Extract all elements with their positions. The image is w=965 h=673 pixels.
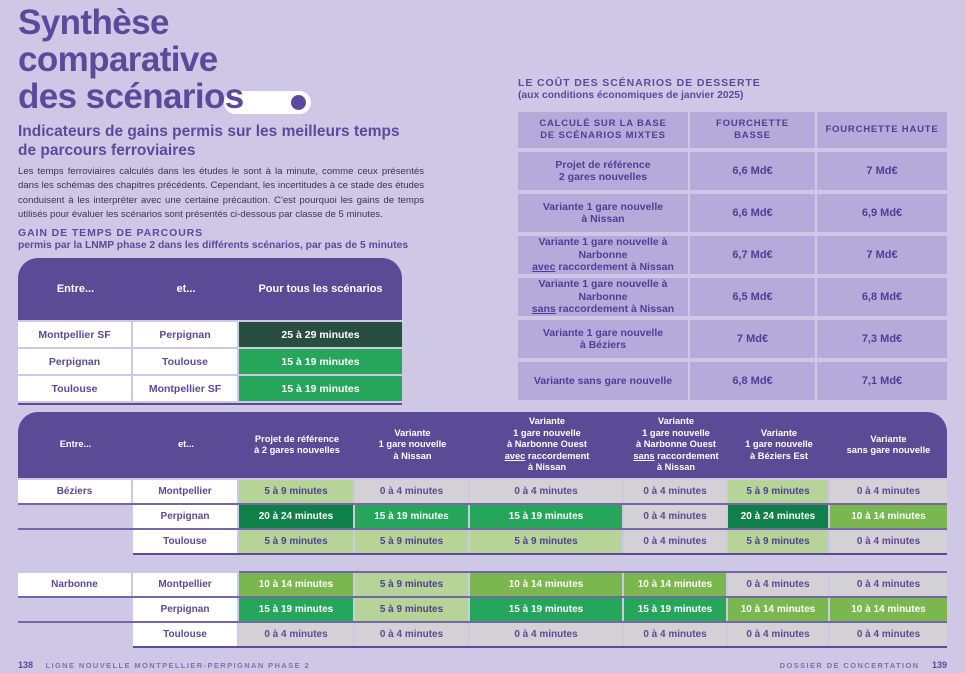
matrix-block-beziers <box>18 480 947 555</box>
page-title-line2: comparative <box>18 40 218 79</box>
cost-table-label <box>518 77 761 101</box>
value-cell: 20 à 24 minutes <box>728 505 828 528</box>
table-row <box>18 376 402 401</box>
to-cell: Toulouse <box>133 349 237 374</box>
header-cell-high: FOURCHETTE HAUTE <box>817 112 947 148</box>
high-cost-cell: 7 Md€ <box>817 236 947 274</box>
column-header-nissan: Variante 1 gare nouvelle à Nissan <box>378 427 447 461</box>
value-cell: 15 à 19 minutes <box>239 349 402 374</box>
cost-table-label-line2: (aux conditions économiques de janvier 2025) <box>518 90 744 101</box>
column-header-sans-gare: Variante sans gare nouvelle <box>846 433 931 455</box>
destination-cell: Montpellier <box>133 480 237 503</box>
value-cell: 5 à 9 minutes <box>470 530 622 553</box>
column-header-reference: Projet de référence à 2 gares nouvelles <box>254 433 340 455</box>
origin-cell-empty <box>18 623 131 646</box>
value-cell: 15 à 19 minutes <box>355 505 468 528</box>
intro-heading-line2: de parcours ferroviaires <box>18 142 196 159</box>
page-number-left: 138 <box>18 660 34 670</box>
origin-cell-empty <box>18 598 131 621</box>
table-row <box>18 322 402 347</box>
high-cost-cell: 7,3 Md€ <box>817 320 947 358</box>
value-cell: 0 à 4 minutes <box>830 530 947 553</box>
header-cell-all-scenarios: Pour tous les scénarios <box>258 283 383 295</box>
gain-table-header <box>18 258 402 320</box>
value-cell: 10 à 14 minutes <box>470 573 622 596</box>
value-cell: 5 à 9 minutes <box>728 480 828 503</box>
value-cell: 10 à 14 minutes <box>728 598 828 621</box>
scenario-label-cell: Variante 1 gare nouvelle à Nissan <box>518 194 688 232</box>
value-cell: 15 à 19 minutes <box>470 505 622 528</box>
page-title-line3: des scénarios <box>18 77 244 116</box>
value-cell: 0 à 4 minutes <box>470 623 622 646</box>
to-cell: Perpignan <box>133 322 237 347</box>
scenario-label-cell: Variante 1 gare nouvelle à Narbonne sans raccordement à Nissan <box>518 278 688 316</box>
value-cell: 0 à 4 minutes <box>830 623 947 646</box>
high-cost-cell: 7 Md€ <box>817 152 947 190</box>
table-bottom-rule <box>18 403 402 405</box>
value-cell: 0 à 4 minutes <box>728 573 828 596</box>
from-cell: Perpignan <box>18 349 131 374</box>
origin-cell-empty <box>18 530 131 553</box>
table-row <box>18 530 947 553</box>
value-cell: 0 à 4 minutes <box>624 530 726 553</box>
destination-cell: Perpignan <box>133 598 237 621</box>
scenario-matrix-table <box>18 412 947 648</box>
destination-cell: Montpellier <box>133 573 237 596</box>
value-cell: 15 à 19 minutes <box>624 598 726 621</box>
high-cost-cell: 6,8 Md€ <box>817 278 947 316</box>
page-title <box>18 4 244 115</box>
table-row <box>18 505 947 528</box>
low-cost-cell: 6,6 Md€ <box>690 194 815 232</box>
column-header-narbonne-avec: Variante 1 gare nouvelle à Narbonne Ouest avec raccordement à Nissan <box>504 416 590 473</box>
header-cell-entre: Entre... <box>56 283 95 295</box>
low-cost-cell: 6,6 Md€ <box>690 152 815 190</box>
from-cell: Toulouse <box>18 376 131 401</box>
low-cost-cell: 6,7 Md€ <box>690 236 815 274</box>
block-bottom-rule <box>133 553 947 555</box>
value-cell: 25 à 29 minutes <box>239 322 402 347</box>
header-cell-low: FOURCHETTE BASSE <box>690 112 815 148</box>
value-cell: 0 à 4 minutes <box>830 573 947 596</box>
value-cell: 10 à 14 minutes <box>830 505 947 528</box>
column-header-narbonne-sans: Variante 1 gare nouvelle à Narbonne Ouest sans raccordement à Nissan <box>633 416 719 473</box>
scenario-label-cell: Variante sans gare nouvelle <box>518 362 688 400</box>
origin-cell: Narbonne <box>18 573 131 596</box>
value-cell: 5 à 9 minutes <box>239 530 353 553</box>
low-cost-cell: 7 Md€ <box>690 320 815 358</box>
value-cell: 15 à 19 minutes <box>239 376 402 401</box>
scenario-label-cell: Variante 1 gare nouvelle à Béziers <box>518 320 688 358</box>
value-cell: 5 à 9 minutes <box>355 598 468 621</box>
value-cell: 5 à 9 minutes <box>728 530 828 553</box>
scenario-label-cell: Projet de référence 2 gares nouvelles <box>518 152 688 190</box>
value-cell: 0 à 4 minutes <box>728 623 828 646</box>
value-cell: 10 à 14 minutes <box>624 573 726 596</box>
cost-table-label-line1: LE COÛT DES SCÉNARIOS DE DESSERTE <box>518 77 761 89</box>
column-header-beziers-est: Variante 1 gare nouvelle à Béziers Est <box>745 427 813 461</box>
page-number-right: 139 <box>931 660 947 670</box>
high-cost-cell: 6,9 Md€ <box>817 194 947 232</box>
header-base-line2: DE SCÉNARIOS MIXTES <box>540 130 666 141</box>
value-cell: 10 à 14 minutes <box>830 598 947 621</box>
intro-heading-line1: Indicateurs de gains permis sur les meilleurs temps <box>18 123 400 140</box>
value-cell: 15 à 19 minutes <box>239 598 353 621</box>
low-cost-cell: 6,5 Md€ <box>690 278 815 316</box>
gain-table-label <box>18 227 408 251</box>
value-cell: 0 à 4 minutes <box>830 480 947 503</box>
to-cell: Montpellier SF <box>133 376 237 401</box>
value-cell: 0 à 4 minutes <box>470 480 622 503</box>
from-cell: Montpellier SF <box>18 322 131 347</box>
scenario-label-cell: Variante 1 gare nouvelle à Narbonne avec raccordement à Nissan <box>518 236 688 274</box>
header-cell-entre: Entre... <box>59 439 92 450</box>
destination-cell: Perpignan <box>133 505 237 528</box>
value-cell: 20 à 24 minutes <box>239 505 353 528</box>
value-cell: 5 à 9 minutes <box>355 530 468 553</box>
value-cell: 10 à 14 minutes <box>239 573 353 596</box>
value-cell: 0 à 4 minutes <box>355 623 468 646</box>
footer-right <box>780 655 947 673</box>
table-row <box>18 598 947 621</box>
value-cell: 5 à 9 minutes <box>239 480 353 503</box>
high-cost-cell: 7,1 Md€ <box>817 362 947 400</box>
value-cell: 15 à 19 minutes <box>470 598 622 621</box>
value-cell: 0 à 4 minutes <box>624 480 726 503</box>
value-cell: 0 à 4 minutes <box>624 505 726 528</box>
header-cell-et: et... <box>177 439 194 450</box>
intro-body: Les temps ferroviaires calculés dans les études le sont à la minute, comme ceux présentés dans les schémas des chapitres précédents. Cependant, les incertitudes à ce stade des études conduisent à les interpréter avec une certaine précaution. C'est pourquoi les gains de temps utilisés pour évaluer les scénarios sont présentés ci-dessous par classe de 5 minutes. <box>18 166 424 220</box>
header-cell-base <box>518 112 688 148</box>
footer-left-text: LIGNE NOUVELLE MONTPELLIER-PERPIGNAN PHASE 2 <box>45 661 311 670</box>
table-row <box>18 349 402 374</box>
block-bottom-rule <box>133 646 947 648</box>
value-cell: 0 à 4 minutes <box>239 623 353 646</box>
table-row <box>18 573 947 596</box>
dot-icon <box>291 95 306 110</box>
value-cell: 5 à 9 minutes <box>355 573 468 596</box>
page-title-line1: Synthèse <box>18 3 169 42</box>
origin-cell-empty <box>18 505 131 528</box>
table-row <box>18 480 947 503</box>
header-cell-et: et... <box>176 283 196 295</box>
footer-right-text: DOSSIER DE CONCERTATION <box>779 661 920 670</box>
destination-cell: Toulouse <box>133 530 237 553</box>
gain-table-label-line1: GAIN DE TEMPS DE PARCOURS <box>18 227 204 239</box>
value-cell: 0 à 4 minutes <box>355 480 468 503</box>
intro-heading <box>18 122 400 160</box>
low-cost-cell: 6,8 Md€ <box>690 362 815 400</box>
page-footer <box>18 655 947 673</box>
gain-table-label-line2: permis par la LNMP phase 2 dans les différents scénarios, par pas de 5 minutes <box>18 240 409 251</box>
gain-times-table <box>18 258 402 405</box>
destination-cell: Toulouse <box>133 623 237 646</box>
value-cell: 0 à 4 minutes <box>624 623 726 646</box>
matrix-block-narbonne <box>18 571 947 648</box>
cost-table <box>518 112 947 400</box>
footer-left <box>18 655 310 673</box>
table-row <box>18 623 947 646</box>
origin-cell: Béziers <box>18 480 131 503</box>
matrix-header <box>18 412 947 478</box>
header-base-line1: CALCULÉ SUR LA BASE <box>539 118 667 129</box>
